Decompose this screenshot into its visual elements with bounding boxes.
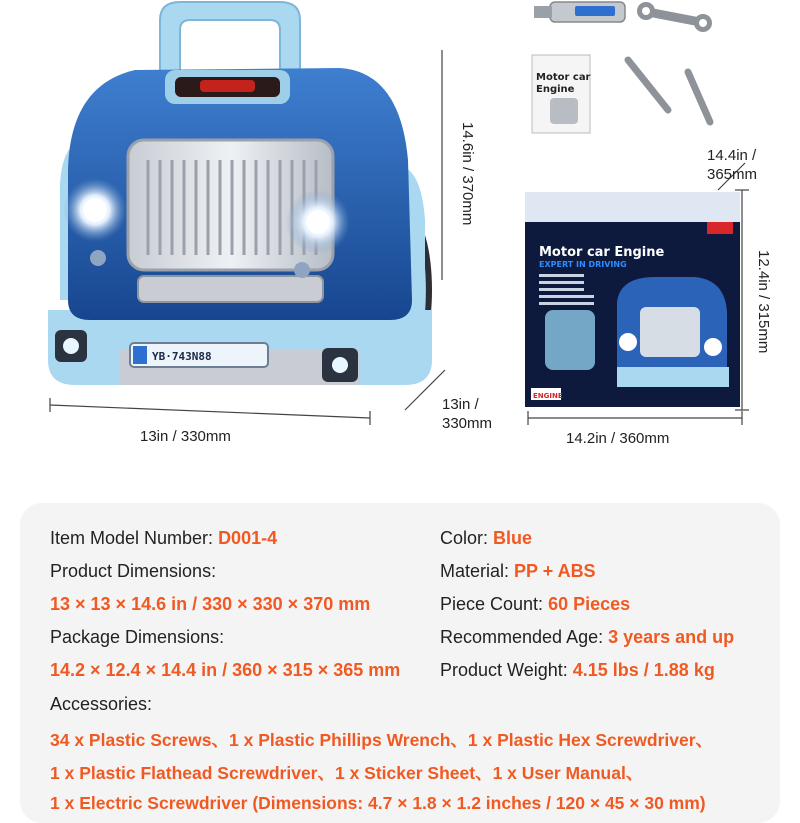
spec-piece-count bbox=[440, 594, 630, 615]
spec-model-value: D001-4 bbox=[218, 528, 278, 548]
spec-model-label: Item Model Number: bbox=[50, 528, 219, 548]
manual-title-line1: Motor car bbox=[536, 72, 591, 83]
spec-weight bbox=[440, 660, 715, 681]
wrench-icon bbox=[637, 2, 712, 32]
spec-material-label: Material: bbox=[440, 561, 515, 581]
spec-product-dimensions-label: Product Dimensions: bbox=[50, 561, 217, 581]
spec-color bbox=[440, 528, 532, 549]
spec-color-value: Blue bbox=[493, 528, 533, 548]
package-box-illustration bbox=[525, 192, 740, 407]
spec-age-value: 3 years and up bbox=[608, 627, 735, 647]
box-height-label: 12.4in / 315mm bbox=[755, 250, 772, 354]
spec-weight-value: 4.15 lbs / 1.88 kg bbox=[572, 660, 715, 680]
toy-depth-label-line2: 330mm bbox=[442, 415, 493, 432]
phillips-bit-icon bbox=[688, 72, 710, 122]
tool-accessories bbox=[520, 0, 740, 140]
manual-title-line2: Engine bbox=[536, 84, 575, 95]
box-title: Motor car Engine bbox=[539, 245, 665, 260]
spec-product-dimensions-value: 13 × 13 × 14.6 in / 330 × 330 × 370 mm bbox=[50, 594, 371, 614]
spec-accessories-line2: 1 x Plastic Flathead Screwdriver、1 x Sticker Sheet、1 x User Manual、 bbox=[50, 763, 644, 783]
spec-piece-value: 60 Pieces bbox=[548, 594, 631, 614]
user-manual-icon bbox=[532, 55, 591, 133]
box-subtitle: EXPERT IN DRIVING bbox=[539, 260, 627, 269]
toy-depth-label-line1: 13in / bbox=[442, 396, 479, 413]
spec-model bbox=[50, 528, 277, 549]
electric-screwdriver-icon bbox=[534, 2, 625, 22]
spec-age-label: Recommended Age: bbox=[440, 627, 609, 647]
box-depth-label-line2: 365mm bbox=[707, 166, 758, 183]
toy-height-label: 14.6in / 370mm bbox=[459, 122, 476, 226]
spec-material-value: PP + ABS bbox=[514, 561, 596, 581]
box-width-label: 14.2in / 360mm bbox=[566, 430, 670, 447]
plate-number: YB·743N88 bbox=[152, 350, 212, 363]
screwdriver-bit-icon bbox=[628, 60, 668, 110]
spec-accessories-line1: 34 x Plastic Screws、1 x Plastic Phillips Wrench、1 x Plastic Hex Screwdriver、 bbox=[50, 730, 714, 750]
spec-material bbox=[440, 561, 596, 582]
spec-piece-label: Piece Count: bbox=[440, 594, 549, 614]
toy-width-label: 13in / 330mm bbox=[140, 428, 231, 445]
spec-weight-label: Product Weight: bbox=[440, 660, 573, 680]
spec-accessories-line3: 1 x Electric Screwdriver (Dimensions: 4.7 × 1.8 × 1.2 inches / 120 × 45 × 30 mm) bbox=[50, 793, 706, 813]
box-brand: ENGINE bbox=[533, 392, 563, 400]
spec-package-dimensions-value: 14.2 × 12.4 × 14.4 in / 360 × 315 × 365 mm bbox=[50, 660, 401, 680]
spec-package-dimensions-label: Package Dimensions: bbox=[50, 627, 225, 647]
spec-age bbox=[440, 627, 734, 648]
box-depth-label-line1: 14.4in / bbox=[707, 147, 757, 164]
spec-accessories-label: Accessories: bbox=[50, 694, 153, 714]
spec-color-label: Color: bbox=[440, 528, 494, 548]
